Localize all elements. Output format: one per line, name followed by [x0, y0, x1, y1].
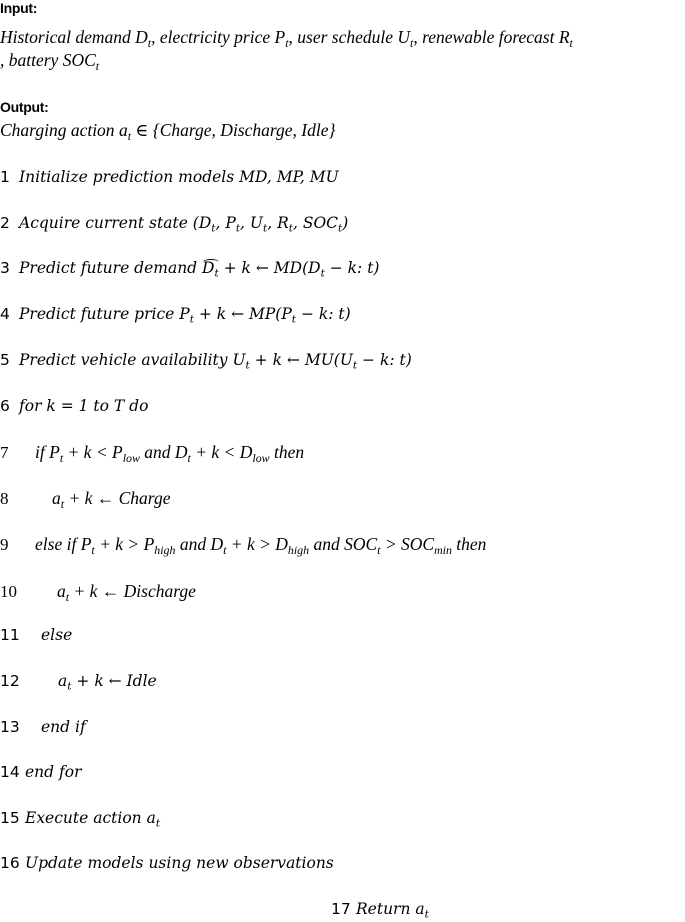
var-u: U — [232, 351, 246, 369]
step-text — [19, 351, 412, 372]
subscript: t — [60, 497, 65, 512]
subscript: t — [187, 451, 191, 466]
text-fragment: if — [35, 442, 50, 462]
text-fragment: + k ← Idle — [71, 672, 157, 690]
var-soc: SOC — [344, 534, 378, 554]
subscript: high — [287, 543, 310, 558]
subscript: t — [214, 267, 219, 280]
text-fragment: , — [240, 214, 250, 232]
line-number: 3 — [0, 259, 10, 277]
subscript: t — [127, 129, 131, 144]
step-text — [356, 900, 429, 921]
subscript: t — [320, 267, 325, 280]
text-fragment: Historical demand — [0, 27, 136, 47]
step-text: else — [41, 626, 73, 644]
var-u: U — [397, 27, 411, 47]
var-d: D — [239, 442, 253, 462]
var-d: D — [210, 534, 224, 554]
step-text: end if — [41, 718, 86, 736]
text-fragment: − k: t) — [296, 305, 351, 323]
text-fragment: + k ← MD( — [218, 259, 309, 277]
text-fragment: + k ← Charge — [64, 488, 171, 508]
subscript: low — [252, 451, 270, 466]
step-7 — [0, 442, 305, 466]
var-d-hat — [202, 259, 219, 280]
subscript: t — [235, 222, 241, 235]
var-r: R — [277, 214, 289, 232]
text-fragment: Charging action — [0, 120, 119, 140]
var-a: a — [415, 900, 425, 918]
input-description-line-2 — [0, 50, 100, 74]
var-d: D — [198, 214, 212, 232]
var-a: a — [58, 672, 68, 690]
text-fragment: + k > — [94, 534, 144, 554]
line-number: 10 — [0, 582, 17, 601]
text-fragment: , battery — [0, 50, 63, 70]
var-p: P — [225, 214, 236, 232]
var-a: a — [52, 488, 61, 508]
text-fragment: Predict future demand — [19, 259, 203, 277]
step-2 — [0, 214, 349, 235]
input-heading: Input: — [0, 0, 38, 16]
subscript: t — [91, 543, 95, 558]
output-description — [0, 120, 336, 144]
subscript: t — [377, 543, 381, 558]
line-number: 11 — [0, 626, 20, 644]
step-10 — [0, 581, 196, 605]
var-a: a — [118, 120, 128, 140]
text-fragment: , electricity price — [151, 27, 275, 47]
line-number: 1 — [0, 168, 10, 186]
subscript: t — [59, 451, 64, 466]
subscript: t — [189, 313, 194, 326]
step-4 — [0, 305, 351, 326]
subscript: t — [410, 36, 414, 51]
var-u: U — [339, 351, 353, 369]
var-soc: SOC — [62, 50, 96, 70]
subscript: high — [154, 543, 176, 558]
subscript: t — [223, 543, 227, 558]
line-number: 2 — [0, 214, 10, 232]
text-fragment: − k: t) — [324, 259, 380, 277]
var-u: U — [249, 214, 263, 232]
step-9 — [0, 534, 487, 558]
text-fragment: + k ← MU( — [249, 351, 340, 369]
text-fragment: , user schedule — [288, 27, 398, 47]
var-p: P — [112, 442, 123, 462]
var-r: R — [558, 27, 570, 47]
text-fragment: and — [175, 534, 211, 554]
var-p: P — [49, 442, 60, 462]
step-13 — [0, 718, 86, 736]
step-3 — [0, 259, 380, 280]
step-17 — [331, 900, 429, 921]
subscript: t — [65, 590, 70, 605]
var-p: P — [281, 305, 292, 323]
input-description-line-1 — [0, 27, 573, 51]
subscript: t — [291, 313, 297, 326]
var-soc: SOC — [401, 534, 435, 554]
text-fragment: , — [292, 214, 303, 232]
output-heading: Output: — [0, 99, 49, 115]
subscript: t — [424, 908, 429, 921]
line-number: 6 — [0, 397, 10, 415]
subscript: t — [338, 222, 343, 235]
var-d: D — [135, 27, 148, 47]
subscript: t — [155, 817, 161, 830]
subscript: t — [288, 222, 293, 235]
step-text: Initialize prediction models MD, MP, MU — [19, 168, 339, 186]
text-fragment: , — [267, 214, 278, 232]
var-p: P — [143, 534, 155, 554]
step-text: for k = 1 to T do — [19, 397, 149, 415]
subscript: t — [147, 36, 152, 51]
subscript: min — [434, 543, 452, 558]
text-fragment: and — [309, 534, 345, 554]
line-number: 7 — [0, 443, 9, 462]
step-text — [19, 214, 349, 235]
line-number: 15 — [0, 809, 20, 827]
step-text — [25, 809, 161, 830]
var-p: P — [274, 27, 286, 47]
line-number: 12 — [0, 672, 20, 690]
text-fragment: else if — [35, 534, 81, 554]
step-5 — [0, 351, 412, 372]
step-6 — [0, 397, 148, 415]
line-number: 16 — [0, 854, 20, 872]
text-fragment: ∈ {Charge, Discharge, Idle} — [131, 120, 336, 140]
step-text — [58, 672, 157, 693]
text-fragment: ) — [342, 214, 349, 232]
text-fragment: , — [215, 214, 226, 232]
subscript: t — [262, 222, 268, 235]
step-text — [19, 259, 380, 280]
subscript: t — [285, 36, 289, 51]
text-fragment: Predict vehicle availability — [19, 351, 233, 369]
var-soc: SOC — [302, 214, 339, 232]
text-fragment: + k ← Discharge — [69, 581, 196, 601]
var-a: a — [146, 809, 156, 827]
line-number: 13 — [0, 718, 20, 736]
subscript: t — [95, 59, 100, 74]
var-d: D — [202, 259, 215, 277]
step-8 — [0, 488, 171, 512]
var-d: D — [308, 259, 321, 277]
line-number: 8 — [0, 489, 9, 508]
step-12 — [0, 672, 157, 693]
step-text — [35, 442, 305, 466]
text-fragment: and — [139, 442, 175, 462]
line-number: 14 — [0, 763, 20, 781]
var-p: P — [179, 305, 190, 323]
text-fragment: Acquire current state ( — [19, 214, 199, 232]
step-15 — [0, 809, 161, 830]
step-1 — [0, 168, 339, 186]
step-14 — [0, 763, 81, 781]
subscript: low — [122, 451, 140, 466]
text-fragment: Execute action — [25, 809, 147, 827]
text-fragment: + k > — [226, 534, 276, 554]
step-16 — [0, 854, 334, 872]
text-fragment: + k < — [63, 442, 113, 462]
text-fragment: + k ← MP( — [193, 305, 282, 323]
subscript: t — [67, 680, 72, 693]
text-fragment: > — [380, 534, 401, 554]
step-text: end for — [25, 763, 82, 781]
line-number: 5 — [0, 351, 10, 369]
text-fragment: Return — [356, 900, 416, 918]
text-fragment: + k < — [190, 442, 240, 462]
text-fragment: Predict future price — [19, 305, 180, 323]
step-11 — [0, 626, 72, 644]
step-text — [52, 488, 171, 512]
subscript: t — [352, 359, 358, 372]
var-a: a — [57, 581, 66, 601]
text-fragment: , renewable forecast — [413, 27, 559, 47]
step-text — [57, 581, 196, 605]
step-text — [35, 534, 487, 558]
var-p: P — [80, 534, 92, 554]
text-fragment: then — [269, 442, 305, 462]
line-number: 17 — [331, 900, 351, 918]
subscript: t — [211, 222, 216, 235]
step-text: Update models using new observations — [25, 854, 334, 872]
text-fragment: then — [451, 534, 487, 554]
step-text — [19, 305, 351, 326]
subscript: t — [245, 359, 250, 372]
line-number: 9 — [0, 535, 9, 554]
line-number: 4 — [0, 305, 10, 323]
text-fragment: − k: t) — [357, 351, 412, 369]
subscript: t — [569, 36, 573, 51]
var-d: D — [174, 442, 188, 462]
var-d: D — [275, 534, 288, 554]
